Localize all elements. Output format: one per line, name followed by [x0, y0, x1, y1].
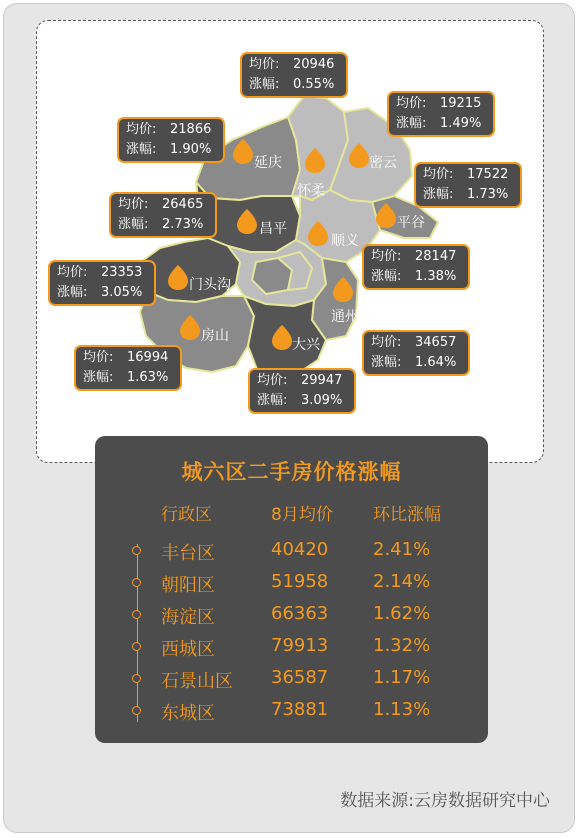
row-district: 石景山区: [161, 671, 233, 692]
row-price: 36587: [271, 667, 329, 688]
price-label: 均价:: [371, 335, 402, 350]
map-label-changping: 昌平: [259, 221, 287, 237]
price-value: 23353: [101, 265, 143, 280]
row-change: 1.62%: [373, 603, 431, 624]
map-label-yanqing: 延庆: [254, 155, 282, 171]
price-value: 26465: [162, 197, 204, 212]
map-label-pinggu: 平谷: [397, 215, 425, 231]
row-district: 东城区: [161, 703, 215, 724]
change-label: 涨幅:: [118, 217, 149, 232]
row-price: 79913: [271, 635, 329, 656]
callout-shunyi: [362, 244, 470, 290]
price-label: 均价:: [396, 96, 427, 111]
map-label-shunyi: 顺义: [331, 233, 359, 249]
change-value: 1.38%: [415, 269, 457, 284]
price-value: 16994: [127, 350, 169, 365]
timeline-dot: [132, 706, 141, 715]
change-value: 1.73%: [467, 187, 509, 202]
row-district: 海淀区: [161, 607, 215, 628]
change-label: 涨幅:: [423, 187, 454, 202]
callout-miyun: [387, 91, 495, 137]
change-label: 涨幅:: [57, 285, 88, 300]
price-label: 均价:: [257, 373, 288, 388]
callout-fangshan: [74, 345, 182, 391]
change-label: 涨幅:: [396, 116, 427, 131]
row-change: 1.13%: [373, 699, 431, 720]
price-label: 均价:: [57, 265, 88, 280]
row-change: 1.17%: [373, 667, 431, 688]
row-change: 2.41%: [373, 539, 431, 560]
data-source-note: 数据来源:云房数据研究中心: [340, 791, 550, 811]
change-value: 1.63%: [127, 370, 169, 385]
change-value: 1.64%: [415, 355, 457, 370]
callout-mentougou: [48, 260, 156, 306]
price-label: 均价:: [371, 249, 402, 264]
change-label: 涨幅:: [257, 393, 288, 408]
header-price: 8月均价: [271, 505, 333, 525]
change-value: 0.55%: [293, 77, 335, 92]
change-label: 涨幅:: [126, 142, 157, 157]
change-value: 3.09%: [301, 393, 343, 408]
price-value: 28147: [415, 249, 457, 264]
row-price: 73881: [271, 699, 329, 720]
row-price: 51958: [271, 571, 329, 592]
row-change: 2.14%: [373, 571, 431, 592]
price-value: 21866: [170, 122, 212, 137]
price-label: 均价:: [118, 197, 149, 212]
header-district: 行政区: [161, 505, 212, 525]
price-label: 均价:: [249, 57, 280, 72]
map-label-mentougou: 门头沟: [189, 277, 231, 293]
row-price: 40420: [271, 539, 329, 560]
timeline-dot: [132, 642, 141, 651]
change-label: 涨幅:: [371, 269, 402, 284]
callout-yanqing: [117, 117, 225, 163]
urban-districts-table: [95, 436, 488, 743]
change-label: 涨幅:: [83, 370, 114, 385]
callout-changping: [109, 192, 217, 238]
row-price: 66363: [271, 603, 329, 624]
header-change: 环比涨幅: [373, 505, 441, 525]
map-label-tongzhou: 通州: [331, 309, 359, 325]
row-change: 1.32%: [373, 635, 431, 656]
change-value: 2.73%: [162, 217, 204, 232]
timeline-dot: [132, 674, 141, 683]
price-label: 均价:: [83, 350, 114, 365]
map-label-daxing: 大兴: [292, 337, 320, 353]
change-label: 涨幅:: [371, 355, 402, 370]
price-value: 17522: [467, 167, 509, 182]
change-label: 涨幅:: [249, 77, 280, 92]
change-value: 1.90%: [170, 142, 212, 157]
price-value: 20946: [293, 57, 335, 72]
price-value: 19215: [440, 96, 482, 111]
price-label: 均价:: [126, 122, 157, 137]
timeline-dot: [132, 546, 141, 555]
timeline-dot: [132, 578, 141, 587]
map-label-huairou: 怀柔: [297, 183, 325, 199]
change-value: 3.05%: [101, 285, 143, 300]
table-title: 城六区二手房价格涨幅: [181, 460, 402, 484]
row-district: 朝阳区: [161, 575, 215, 596]
callout-pinggu: [414, 162, 522, 208]
map-label-fangshan: 房山: [201, 328, 229, 344]
timeline-dot: [132, 610, 141, 619]
timeline-line: [137, 544, 138, 722]
row-district: 丰台区: [161, 543, 215, 564]
price-value: 29947: [301, 373, 343, 388]
row-district: 西城区: [161, 639, 215, 660]
callout-tongzhou: [362, 330, 470, 376]
price-label: 均价:: [423, 167, 454, 182]
map-label-miyun: 密云: [369, 155, 397, 171]
change-value: 1.49%: [440, 116, 482, 131]
callout-huairou: [240, 52, 348, 98]
price-value: 34657: [415, 335, 457, 350]
callout-daxing: [248, 368, 356, 414]
